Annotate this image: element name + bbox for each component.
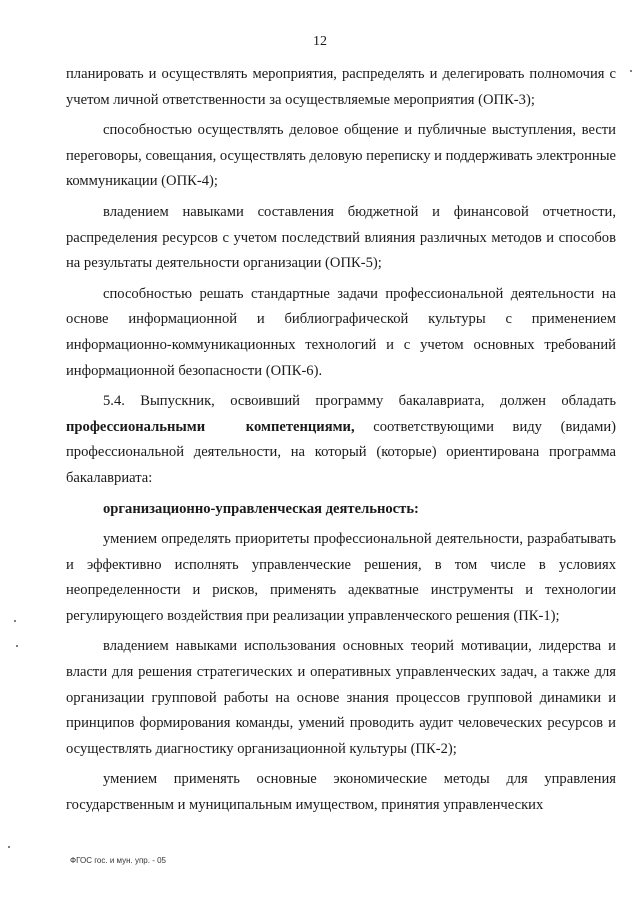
paragraph-pk3-start: умением применять основные экономические методы для управления государственным и муниципальным имуществом, принятия управленческих [66, 771, 616, 814]
footer-doc-code: ФГОС гос. и мун. упр. - 05 [70, 856, 166, 865]
paragraph-opk4: способностью осуществлять деловое общение и публичные выступления, вести переговоры, совещания, осуществлять деловую переписку и поддерживать электронные коммуникации (ОПК-4); [66, 122, 616, 190]
paragraph-pk1: умением определять приоритеты профессиональной деятельности, разрабатывать и эффективно исполнять управленческие решения, в том числе в условиях неопределенности и рисков, применять адекватные инструменты и технологии регулирующего воздействия при реализации управленческого решения (ПК-1); [66, 531, 616, 624]
professional-competencies-term: профессиональными компетенциями, [66, 418, 355, 435]
paragraph-opk3-continued: планировать и осуществлять мероприятия, распределять и делегировать полномочия с учетом личной ответственности за осуществляемые мероприятия (ОПК-3); [66, 66, 616, 108]
scan-speck [630, 70, 632, 72]
paragraph-5-4-end: соответствующими виду (видами) профессиональной деятельности, на который (которые) ориентирована программа бакалавриата: [66, 418, 616, 486]
paragraph-opk6: способностью решать стандартные задачи профессиональной деятельности на основе информационной и библиографической культуры с применением информационно-коммуникационных технологий и с учетом основных требований информационной безопасности (ОПК-6). [66, 285, 616, 379]
scan-speck [16, 645, 18, 647]
scan-speck [8, 846, 10, 848]
document-body [66, 62, 616, 819]
section-heading-org-management: организационно-управленческая деятельность: [103, 500, 419, 517]
page-number: 12 [313, 34, 327, 49]
paragraph-5-4 [66, 389, 616, 491]
paragraph-5-4-start: 5.4. Выпускник, освоивший программу бакалавриата, должен обладать [103, 393, 616, 410]
scan-speck [14, 620, 16, 622]
paragraph-pk2: владением навыками использования основных теорий мотивации, лидерства и власти для решения стратегических и оперативных управленческих задач, а также для организации групповой работы на основе знания процессов групповой динамики и принципов формирования команды, умений проводить аудит человеческих ресурсов и осуществлять диагностику организационной культуры (ПК-2); [66, 638, 616, 757]
paragraph-opk5: владением навыками составления бюджетной и финансовой отчетности, распределения ресурсов с учетом последствий влияния различных методов и способов на результаты деятельности организации (ОПК-5); [66, 203, 616, 272]
